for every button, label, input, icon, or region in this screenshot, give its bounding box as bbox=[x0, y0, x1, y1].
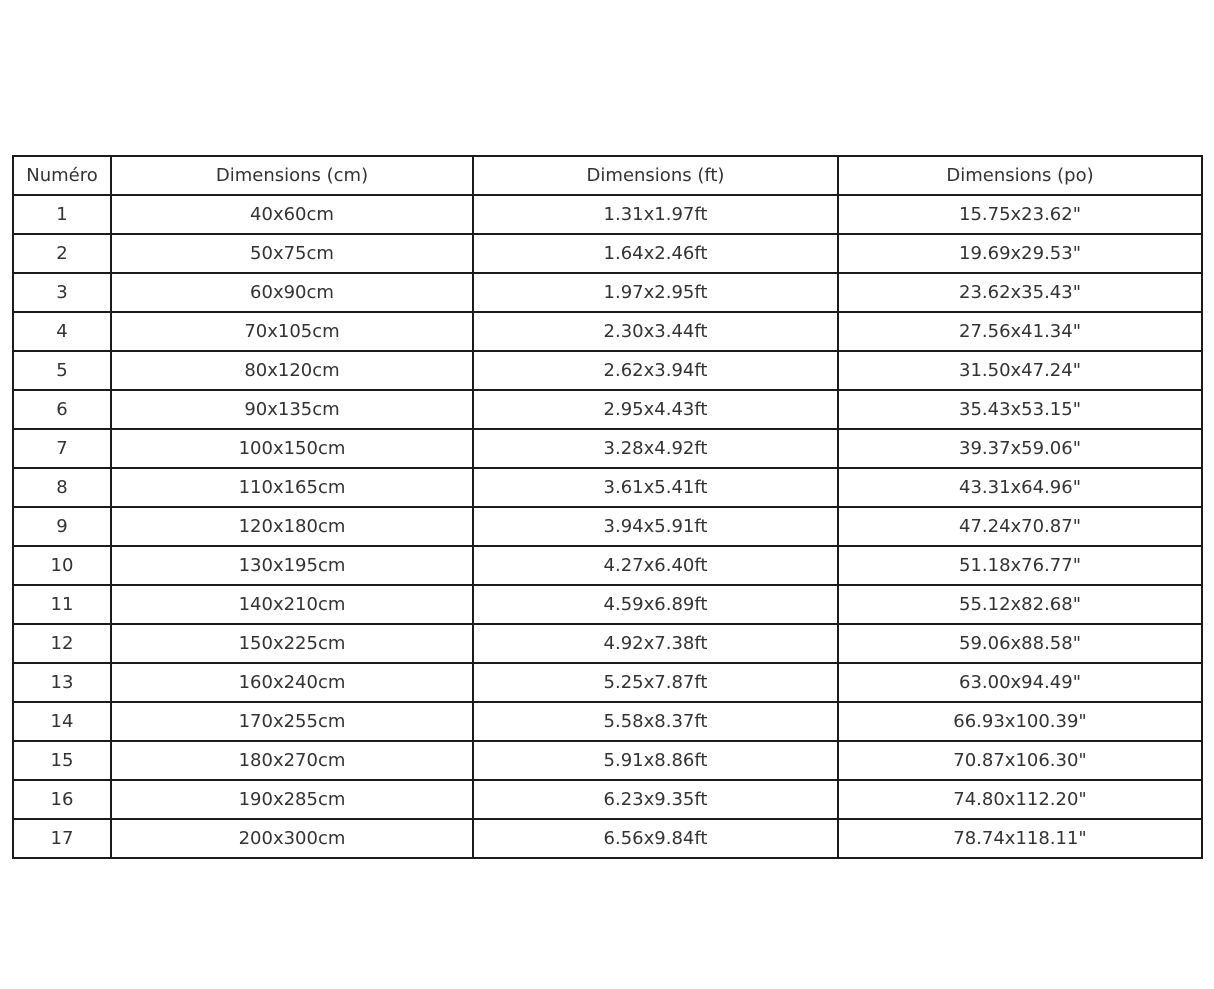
cell-dimensions-cm: 150x225cm bbox=[111, 624, 473, 663]
cell-numero: 12 bbox=[13, 624, 111, 663]
cell-dimensions-ft: 3.94x5.91ft bbox=[473, 507, 838, 546]
table-row bbox=[13, 624, 1202, 663]
cell-dimensions-po: 23.62x35.43" bbox=[838, 273, 1202, 312]
cell-dimensions-cm: 120x180cm bbox=[111, 507, 473, 546]
cell-dimensions-cm: 90x135cm bbox=[111, 390, 473, 429]
cell-dimensions-po: 74.80x112.20" bbox=[838, 780, 1202, 819]
cell-dimensions-po: 43.31x64.96" bbox=[838, 468, 1202, 507]
cell-dimensions-ft: 1.64x2.46ft bbox=[473, 234, 838, 273]
header-numero: Numéro bbox=[13, 156, 111, 195]
table-header bbox=[13, 156, 1202, 195]
header-dimensions-cm: Dimensions (cm) bbox=[111, 156, 473, 195]
header-dimensions-ft: Dimensions (ft) bbox=[473, 156, 838, 195]
table-header-row bbox=[13, 156, 1202, 195]
cell-dimensions-cm: 40x60cm bbox=[111, 195, 473, 234]
cell-dimensions-ft: 3.61x5.41ft bbox=[473, 468, 838, 507]
table-row bbox=[13, 390, 1202, 429]
table-row bbox=[13, 546, 1202, 585]
cell-dimensions-ft: 5.25x7.87ft bbox=[473, 663, 838, 702]
cell-numero: 4 bbox=[13, 312, 111, 351]
cell-numero: 9 bbox=[13, 507, 111, 546]
cell-dimensions-cm: 80x120cm bbox=[111, 351, 473, 390]
table-row bbox=[13, 429, 1202, 468]
table-row bbox=[13, 702, 1202, 741]
cell-dimensions-cm: 60x90cm bbox=[111, 273, 473, 312]
cell-numero: 1 bbox=[13, 195, 111, 234]
cell-dimensions-cm: 170x255cm bbox=[111, 702, 473, 741]
cell-dimensions-cm: 130x195cm bbox=[111, 546, 473, 585]
cell-numero: 17 bbox=[13, 819, 111, 858]
cell-numero: 16 bbox=[13, 780, 111, 819]
cell-numero: 6 bbox=[13, 390, 111, 429]
cell-numero: 14 bbox=[13, 702, 111, 741]
cell-dimensions-po: 59.06x88.58" bbox=[838, 624, 1202, 663]
cell-numero: 5 bbox=[13, 351, 111, 390]
cell-dimensions-ft: 5.91x8.86ft bbox=[473, 741, 838, 780]
header-dimensions-po: Dimensions (po) bbox=[838, 156, 1202, 195]
cell-dimensions-po: 19.69x29.53" bbox=[838, 234, 1202, 273]
table-row bbox=[13, 234, 1202, 273]
table-row bbox=[13, 273, 1202, 312]
cell-numero: 11 bbox=[13, 585, 111, 624]
cell-dimensions-po: 35.43x53.15" bbox=[838, 390, 1202, 429]
cell-dimensions-ft: 2.30x3.44ft bbox=[473, 312, 838, 351]
cell-dimensions-cm: 50x75cm bbox=[111, 234, 473, 273]
cell-dimensions-cm: 140x210cm bbox=[111, 585, 473, 624]
cell-dimensions-cm: 190x285cm bbox=[111, 780, 473, 819]
cell-dimensions-cm: 180x270cm bbox=[111, 741, 473, 780]
table-row bbox=[13, 195, 1202, 234]
table-row bbox=[13, 507, 1202, 546]
cell-numero: 15 bbox=[13, 741, 111, 780]
cell-dimensions-cm: 100x150cm bbox=[111, 429, 473, 468]
cell-dimensions-ft: 1.31x1.97ft bbox=[473, 195, 838, 234]
cell-dimensions-ft: 4.92x7.38ft bbox=[473, 624, 838, 663]
cell-dimensions-ft: 5.58x8.37ft bbox=[473, 702, 838, 741]
table-row bbox=[13, 585, 1202, 624]
table-row bbox=[13, 468, 1202, 507]
cell-numero: 3 bbox=[13, 273, 111, 312]
cell-dimensions-ft: 6.56x9.84ft bbox=[473, 819, 838, 858]
cell-dimensions-cm: 160x240cm bbox=[111, 663, 473, 702]
cell-dimensions-po: 66.93x100.39" bbox=[838, 702, 1202, 741]
table-row bbox=[13, 663, 1202, 702]
cell-dimensions-ft: 2.62x3.94ft bbox=[473, 351, 838, 390]
cell-numero: 8 bbox=[13, 468, 111, 507]
cell-dimensions-ft: 2.95x4.43ft bbox=[473, 390, 838, 429]
cell-dimensions-po: 39.37x59.06" bbox=[838, 429, 1202, 468]
cell-dimensions-po: 27.56x41.34" bbox=[838, 312, 1202, 351]
cell-dimensions-cm: 110x165cm bbox=[111, 468, 473, 507]
cell-dimensions-po: 78.74x118.11" bbox=[838, 819, 1202, 858]
cell-dimensions-cm: 200x300cm bbox=[111, 819, 473, 858]
cell-numero: 10 bbox=[13, 546, 111, 585]
cell-dimensions-po: 47.24x70.87" bbox=[838, 507, 1202, 546]
table-row bbox=[13, 780, 1202, 819]
table-body bbox=[13, 195, 1202, 858]
cell-dimensions-ft: 6.23x9.35ft bbox=[473, 780, 838, 819]
cell-dimensions-ft: 4.59x6.89ft bbox=[473, 585, 838, 624]
cell-dimensions-po: 31.50x47.24" bbox=[838, 351, 1202, 390]
table-row bbox=[13, 312, 1202, 351]
table-row bbox=[13, 351, 1202, 390]
cell-dimensions-po: 55.12x82.68" bbox=[838, 585, 1202, 624]
cell-dimensions-ft: 1.97x2.95ft bbox=[473, 273, 838, 312]
cell-dimensions-cm: 70x105cm bbox=[111, 312, 473, 351]
cell-dimensions-po: 51.18x76.77" bbox=[838, 546, 1202, 585]
cell-numero: 13 bbox=[13, 663, 111, 702]
cell-dimensions-po: 63.00x94.49" bbox=[838, 663, 1202, 702]
cell-dimensions-ft: 4.27x6.40ft bbox=[473, 546, 838, 585]
table-row bbox=[13, 741, 1202, 780]
cell-dimensions-po: 15.75x23.62" bbox=[838, 195, 1202, 234]
dimensions-conversion-table bbox=[12, 155, 1203, 859]
cell-dimensions-po: 70.87x106.30" bbox=[838, 741, 1202, 780]
cell-numero: 7 bbox=[13, 429, 111, 468]
cell-dimensions-ft: 3.28x4.92ft bbox=[473, 429, 838, 468]
table-row bbox=[13, 819, 1202, 858]
cell-numero: 2 bbox=[13, 234, 111, 273]
